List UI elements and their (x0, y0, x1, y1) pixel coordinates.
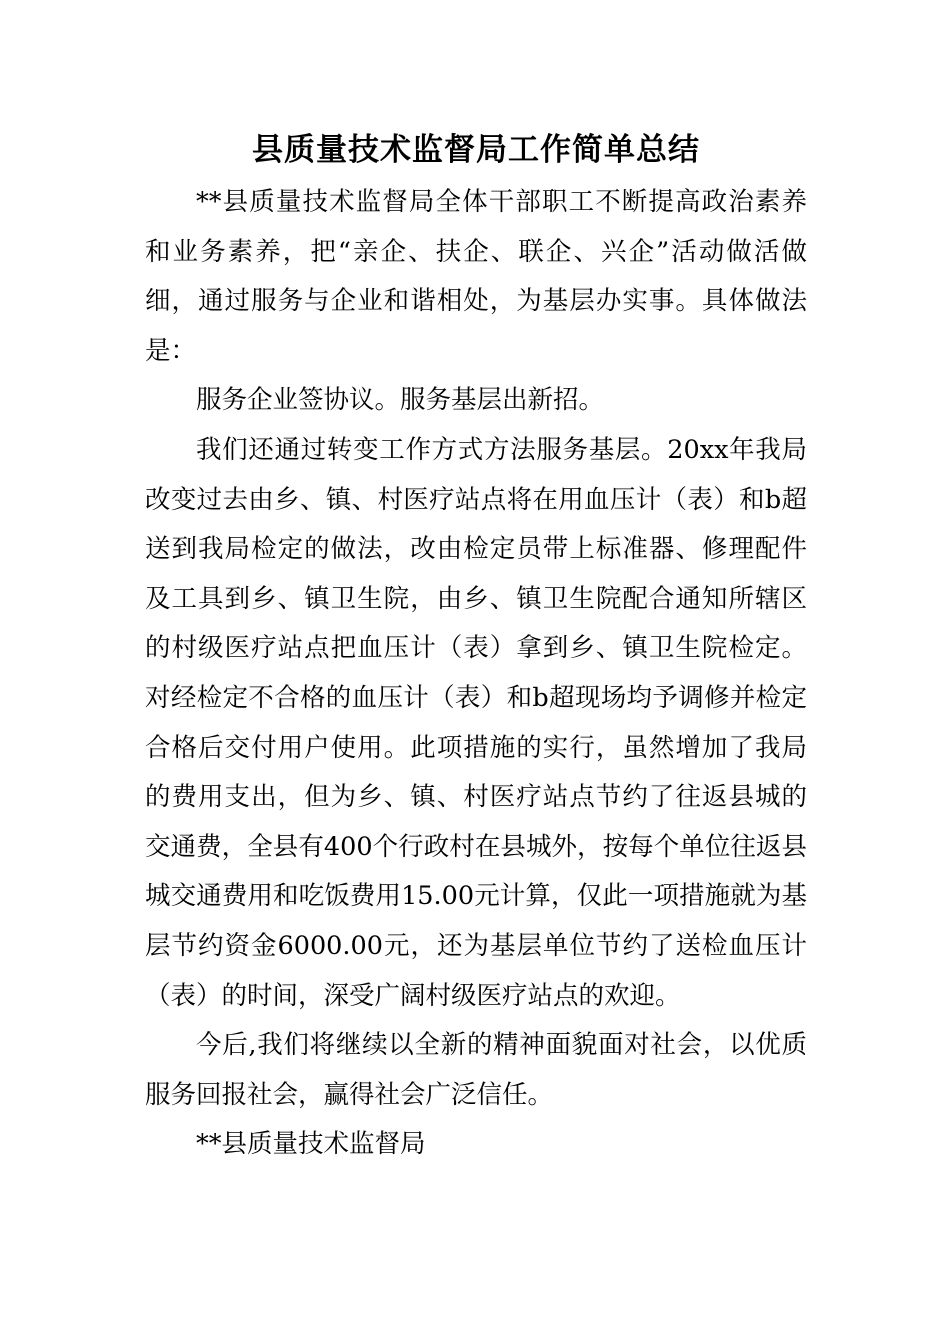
document-body (145, 128, 807, 1170)
paragraph-agreement: 服务企业签协议。服务基层出新招。 (196, 385, 605, 416)
paragraph-future: 今后,我们将继续以全新的精神面貌面对社会，以优质服务回报社会，赢得社会广泛信任。 (145, 1030, 807, 1110)
paragraph-service-method: 我们还通过转变工作方式方法服务基层。20xx年我局改变过去由乡、镇、村医疗站点将在用血压计（表）和b超送到我局检定的做法，改由检定员带上标准器、修理配件及工具到乡、镇卫生院，由乡、镇卫生院配合通知所辖区的村级医疗站点把血压计（表）拿到乡、镇卫生院检定。对经检定不合格的血压计（表）和b超现场均予调修并检定合格后交付用户使用。此项措施的实行，虽然增加了我局的费用支出，但为乡、镇、村医疗站点节约了往返县城的交通费，全县有400个行政村在县城外，按每个单位往返县城交通费用和吃饭费用15.00元计算，仅此一项措施就为基层节约资金6000.00元，还为基层单位节约了送检血压计（表）的时间，深受广阔村级医疗站点的欢迎。 (145, 434, 807, 1011)
paragraph-intro: **县质量技术监督局全体干部职工不断提高政治素养和业务素养，把“亲企、扶企、联企、兴企”活动做活做细，通过服务与企业和谐相处，为基层办实事。具体做法是： (145, 187, 807, 366)
signature-organization: **县质量技术监督局 (196, 1129, 426, 1160)
document-title: 县质量技术监督局工作简单总结 (252, 132, 700, 168)
